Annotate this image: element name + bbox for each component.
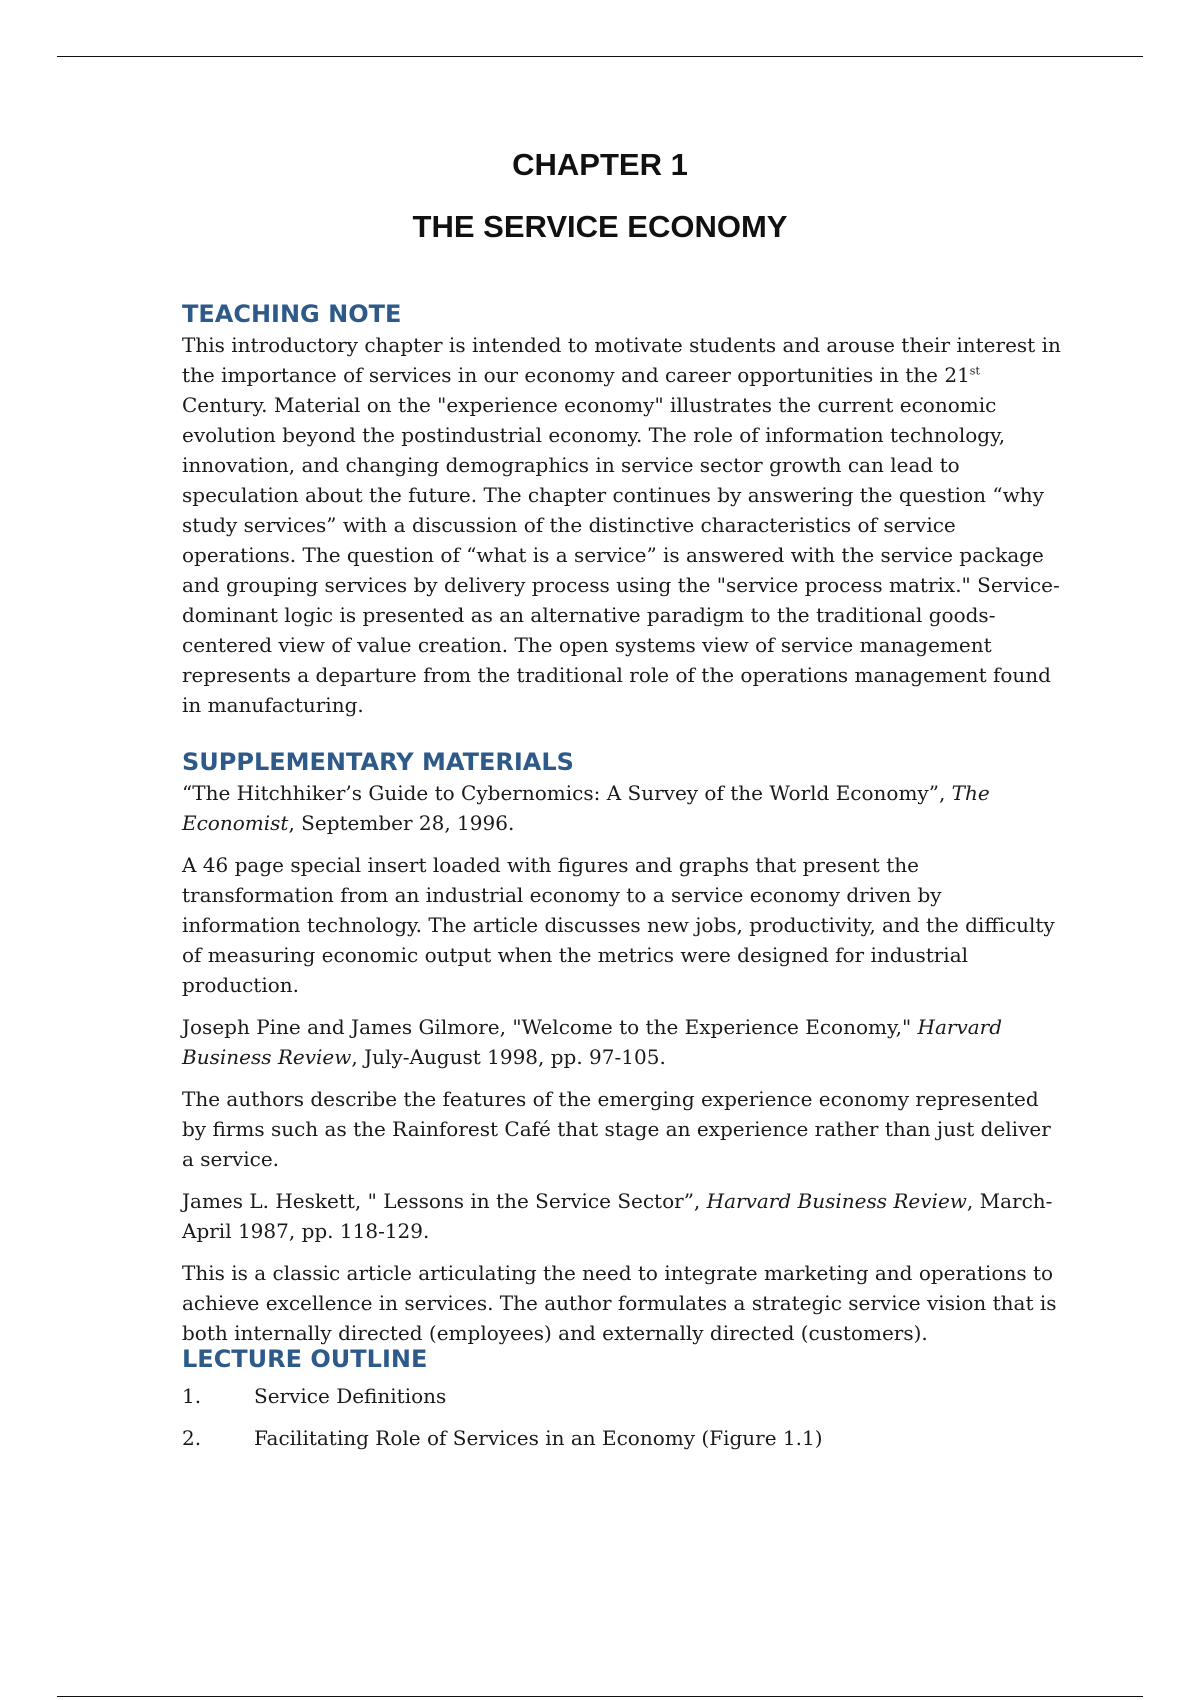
outline-item xyxy=(182,1375,1062,1417)
reference-description: The authors describe the features of the emerging experience economy represented by firms such as the Rainforest Café that stage an experience rather than just deliver a service. xyxy=(182,1087,1051,1171)
reference-description: A 46 page special insert loaded with figures and graphs that present the transformation from an industrial economy to a service economy driven by information technology. The article discusses new jobs, productivity, and the difficulty of measuring economic output when the metrics were designed for industrial production. xyxy=(182,853,1055,997)
supplementary-heading: SUPPLEMENTARY MATERIALS xyxy=(182,748,574,776)
supplementary-section xyxy=(182,746,1062,1360)
reference-citation: James L. Heskett, " Lessons in the Service Sector”, Harvard Business Review, March-April 1987, pp. 118-129. xyxy=(182,1189,1053,1243)
outline-number: 2. xyxy=(182,1426,202,1450)
top-rule xyxy=(57,56,1143,57)
teaching-note-section xyxy=(182,298,1062,720)
reference-citation: Joseph Pine and James Gilmore, "Welcome to the Experience Economy," Harvard Business Review, July-August 1998, pp. 97-105. xyxy=(182,1015,1003,1069)
chapter-number: CHAPTER 1 xyxy=(512,147,688,182)
teaching-note-heading: TEACHING NOTE xyxy=(182,300,402,328)
outline-text: Service Definitions xyxy=(254,1384,447,1408)
outline-text: Facilitating Role of Services in an Economy (Figure 1.1) xyxy=(254,1426,823,1450)
lecture-outline-heading: LECTURE OUTLINE xyxy=(182,1345,428,1373)
chapter-title: THE SERVICE ECONOMY xyxy=(412,209,788,244)
outline-number: 1. xyxy=(182,1384,202,1408)
bottom-rule xyxy=(57,1696,1143,1697)
reference-description: This is a classic article articulating the need to integrate marketing and operations to achieve excellence in services. The author formulates a strategic service vision that is both internally directed (employees) and externally directed (customers). xyxy=(182,1261,1057,1345)
reference-citation: “The Hitchhiker’s Guide to Cybernomics: A Survey of the World Economy”, The Economist, September 28, 1996. xyxy=(182,781,990,835)
lecture-outline-section xyxy=(182,1343,1062,1459)
outline-item xyxy=(182,1417,1062,1459)
teaching-note-text: This introductory chapter is intended to motivate students and arouse their interest in the importance of services in our economy and career opportunities in the 21st Century. Material on the "experience economy" illustrates the current economic evolution beyond the postindustrial economy. The role of information technology, innovation, and changing demographics in service sector growth can lead to speculation about the future. The chapter continues by answering the question “why study services” with a discussion of the distinctive characteristics of service operations. The question of “what is a service” is answered with the service package and grouping services by delivery process using the "service process matrix." Service-dominant logic is presented as an alternative paradigm to the traditional goods-centered view of value creation. The open systems view of service management represents a departure from the traditional role of the operations management found in manufacturing. xyxy=(182,333,1061,717)
